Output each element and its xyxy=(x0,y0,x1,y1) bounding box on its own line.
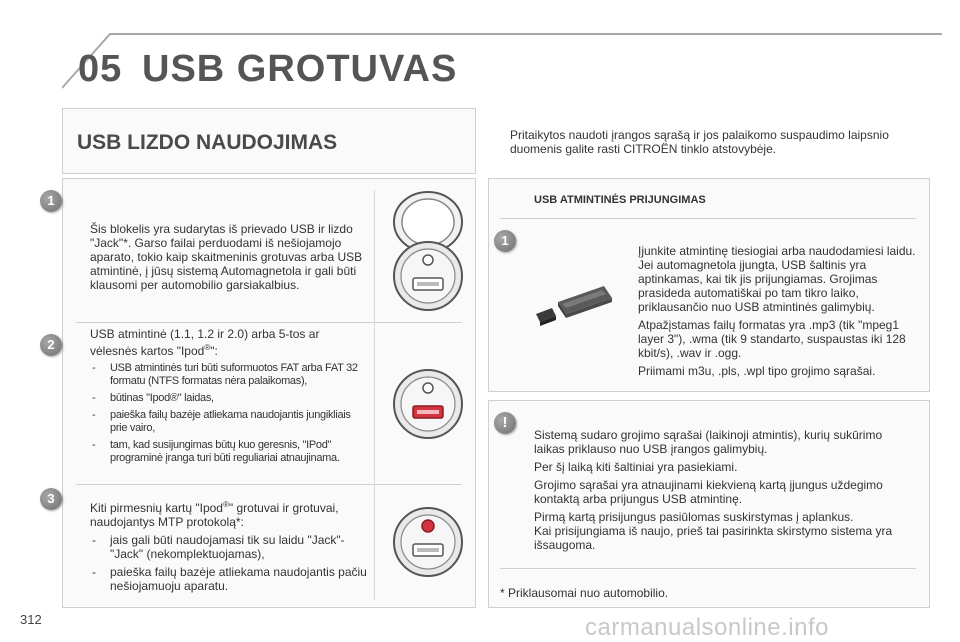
chapter-number: 05 xyxy=(78,48,123,90)
step-2-content xyxy=(90,327,370,469)
step-2-bullets xyxy=(90,362,370,465)
step-1-badge: 1 xyxy=(40,190,62,212)
usb-flash-drive-icon xyxy=(532,280,616,336)
step-2-badge: 2 xyxy=(40,334,62,356)
list-item: - USB atmintinės turi būti suformuotos FAT arba FAT 32 formatu (NTFS formatas nėra palaikomas), xyxy=(90,362,370,388)
step-1-text: Šis blokelis yra sudarytas iš prievado USB ir lizdo "Jack"*. Garso failai perduodami iš nešiojamojo aparato, tokio kaip skaitmeninis grotuvas arba USB atmintinė, į jūsų sistemą Automagnetola ir gali būti klausomi per automobilio garsiakalbius. xyxy=(90,222,363,292)
memory-text xyxy=(638,244,920,382)
list-item: - tam, kad susijungimas būtų kuo geresnis, "IPod" programinė įranga turi būti reguliariai atnaujinama. xyxy=(90,439,370,465)
footnote-divider xyxy=(500,568,916,569)
watermark: carmanualsonline.info xyxy=(585,614,829,641)
warning-paragraph: Kai prisijungiama iš naujo, prieš tai pasirinkta skirstymo sistema yra išsaugoma. xyxy=(534,524,893,552)
list-item: - paieška failų bazėje atliekama naudojantis pačiu nešiojamuoju aparatu. xyxy=(90,565,370,593)
usb-jack-panel-open-icon xyxy=(386,184,470,316)
step-2-text: USB atmintinė (1.1, 1.2 ir 2.0) arba 5-tos ar vėlesnės kartos "Ipod®": xyxy=(90,327,320,358)
usb-jack-panel-icon xyxy=(386,500,470,584)
memory-divider xyxy=(500,218,916,219)
chapter-title: USB GROTUVAS xyxy=(142,48,458,90)
step-3-badge: 3 xyxy=(40,488,62,510)
warning-paragraph: Grojimo sąrašai yra atnaujinami kiekvieną kartą įjungus uždegimo kontaktą arba prijungus USB atmintinę. xyxy=(534,478,883,506)
memory-paragraph: Atpažįstamas failų formatas yra .mp3 (tik "mpeg1 layer 3"), .wma (tik 9 standarto, suspaustas iki 128 kbit/s), .wav ir .ogg. xyxy=(638,318,906,360)
footnote: * Priklausomai nuo automobilio. xyxy=(500,586,669,600)
warning-paragraph: Sistemą sudaro grojimo sąrašai (laikinoji atmintis), kurių sukūrimo laikas priklauso nuo USB įrangos galimybių. xyxy=(534,428,883,456)
usb-jack-panel-highlighted-icon xyxy=(386,362,470,446)
page-number: 312 xyxy=(20,612,42,627)
warning-paragraph: Pirmą kartą prisijungus pasiūlomas suskirstymas į aplankus. xyxy=(534,510,854,524)
memory-paragraph: Priimami m3u, .pls, .wpl tipo grojimo sąrašai. xyxy=(638,364,876,378)
image-column-divider xyxy=(374,190,375,600)
step-divider xyxy=(76,322,462,323)
usb-section-title-box xyxy=(62,108,476,174)
warning-paragraph: Per šį laiką kiti šaltiniai yra pasiekiami. xyxy=(534,460,738,474)
list-item: - būtinas "Ipod®" laidas, xyxy=(90,392,370,405)
warning-text xyxy=(534,428,914,556)
memory-paragraph: Įjunkite atmintinę tiesiogiai arba naudodamiesi laidu. Jei automagnetola įjungta, USB šaltinis yra aptinkamas, kai tik jis prijungiamas. Grojimas prasideda automatiškai po tam tikro laiko, priklausančio nuo USB atmintinės galimybių. xyxy=(638,244,916,314)
step-divider xyxy=(76,484,462,485)
step-3-content xyxy=(90,498,370,597)
memory-step-badge: 1 xyxy=(494,230,516,252)
step-3-text: Kiti pirmesnių kartų "Ipod®" grotuvai ir grotuvai, naudojantys MTP protokolą*: xyxy=(90,500,339,529)
step-3-bullets xyxy=(90,533,370,593)
memory-section-title: USB ATMINTINĖS PRIJUNGIMAS xyxy=(534,194,706,206)
list-item: - paieška failų bazėje atliekama naudojantis jungikliais prie vairo, xyxy=(90,409,370,435)
usb-section-title: USB LIZDO NAUDOJIMAS xyxy=(77,131,338,154)
list-item: - jais gali būti naudojamasi tik su laidu "Jack"-"Jack" (nekomplektuojamas), xyxy=(90,533,370,561)
warning-badge: ! xyxy=(494,412,516,434)
usb-section-intro: Pritaikytos naudoti įrangos sąrašą ir jos palaikomo suspaudimo laipsnio duomenis galite rasti CITROËN tinklo atstovybėje. xyxy=(510,128,889,156)
